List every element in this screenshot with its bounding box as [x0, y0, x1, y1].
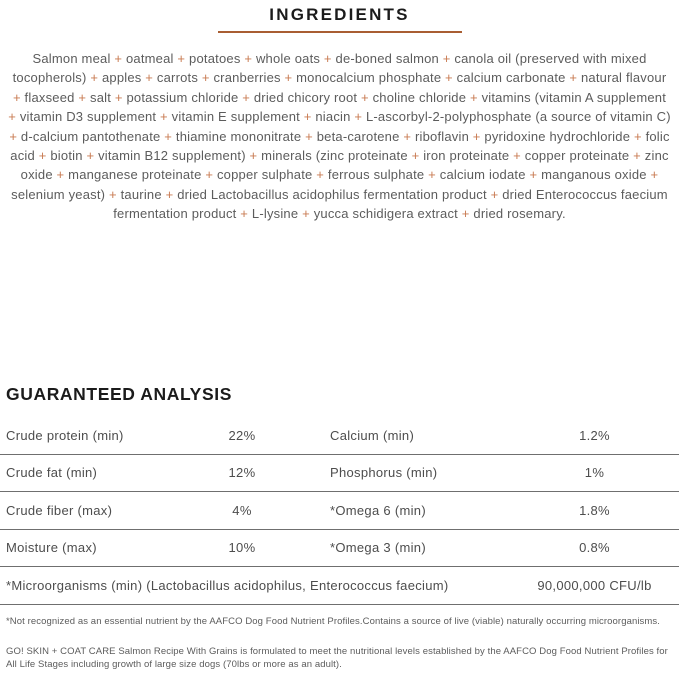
plus-separator-icon: +	[301, 128, 317, 144]
ingredient-item: dried chicory root	[253, 89, 358, 105]
plus-separator-icon: +	[486, 186, 503, 202]
analysis-value: 12%	[228, 465, 256, 481]
footnote-aafco-statement: GO! SKIN + COAT CARE Salmon Recipe With Grains is formulated to meet the nutritional levels established by the AAFCO Dog Food Nutrient Profiles for All Life Stages including growth of large size dogs (70lbs or more as an adult).	[6, 646, 668, 670]
plus-separator-icon: +	[350, 109, 366, 125]
analysis-label: *Omega 6 (min)	[330, 502, 426, 518]
analysis-label: Crude fat (min)	[6, 465, 98, 481]
plus-separator-icon: +	[509, 148, 525, 164]
analysis-value: 4%	[232, 502, 252, 518]
plus-separator-icon: +	[110, 51, 126, 66]
plus-separator-icon: +	[105, 186, 121, 202]
plus-separator-icon: +	[357, 89, 373, 105]
plus-separator-icon: +	[141, 70, 157, 86]
ingredient-item: ferrous sulphate	[327, 167, 425, 183]
ingredient-item: cranberries	[213, 70, 281, 86]
ingredients-divider	[218, 31, 462, 33]
plus-separator-icon: +	[399, 128, 415, 144]
plus-separator-icon: +	[469, 128, 485, 144]
ingredient-item: minerals (zinc proteinate	[261, 148, 408, 164]
plus-separator-icon: +	[312, 167, 328, 183]
analysis-value: 90,000,000 CFU/lb	[537, 577, 652, 593]
plus-separator-icon: +	[320, 51, 336, 66]
ingredient-item: L-ascorbyl-2-polyphosphate (a source of vitamin C)	[365, 109, 671, 125]
guaranteed-analysis-heading: GUARANTEED ANALYSIS	[6, 384, 232, 404]
ingredient-item: riboflavin	[414, 128, 469, 144]
plus-separator-icon: +	[74, 89, 90, 105]
plus-separator-icon: +	[12, 89, 25, 105]
plus-separator-icon: +	[156, 109, 172, 125]
plus-separator-icon: +	[525, 167, 542, 183]
plus-separator-icon: +	[9, 128, 21, 144]
ingredient-item: natural flavour	[581, 70, 667, 86]
ingredient-item: copper sulphate	[216, 167, 313, 183]
analysis-label: *Omega 3 (min)	[330, 540, 426, 556]
ingredient-item: potassium chloride	[126, 89, 239, 105]
analysis-label: Moisture (max)	[6, 540, 97, 556]
ingredient-item: vitamin E supplement	[171, 109, 300, 125]
ingredient-item: potatoes	[189, 51, 241, 66]
plus-separator-icon: +	[52, 167, 69, 183]
analysis-value: 10%	[228, 540, 256, 556]
plus-separator-icon: +	[240, 51, 256, 66]
analysis-label: Calcium (min)	[330, 427, 415, 443]
analysis-row	[0, 530, 679, 568]
plus-separator-icon: +	[457, 206, 474, 222]
analysis-value: 1.8%	[579, 502, 610, 518]
plus-separator-icon: +	[198, 70, 214, 86]
ingredients-list	[8, 49, 671, 224]
ingredient-item: taurine	[120, 186, 162, 202]
plus-separator-icon: +	[160, 128, 176, 144]
ingredient-item: dried Enterococcus faecium fermentation product	[113, 186, 668, 222]
ingredient-item: L-lysine	[251, 206, 299, 222]
plus-separator-icon: +	[34, 148, 51, 164]
ingredient-item: dried rosemary.	[473, 206, 566, 222]
plus-separator-icon: +	[238, 89, 254, 105]
ingredient-item: d-calcium pantothenate	[20, 128, 161, 144]
plus-separator-icon: +	[629, 148, 645, 164]
ingredient-item: oatmeal	[125, 51, 174, 66]
ingredient-item: manganous oxide	[541, 167, 647, 183]
ingredient-item: calcium iodate	[439, 167, 526, 183]
ingredient-item: whole oats	[255, 51, 321, 66]
plus-separator-icon: +	[424, 167, 440, 183]
ingredient-item: biotin	[50, 148, 83, 164]
ingredient-item: niacin	[315, 109, 351, 125]
analysis-value: 1%	[584, 465, 605, 481]
plus-separator-icon: +	[466, 89, 482, 105]
plus-separator-icon: +	[646, 167, 659, 183]
analysis-label: Crude fiber (max)	[6, 502, 113, 518]
ingredient-item: pyridoxine hydrochloride	[484, 128, 631, 144]
plus-separator-icon: +	[245, 148, 262, 164]
ingredient-item: zinc oxide	[20, 148, 669, 183]
analysis-label: Crude protein (min)	[6, 427, 124, 443]
analysis-value: 0.8%	[579, 540, 610, 556]
ingredient-item: flaxseed	[24, 89, 75, 105]
plus-separator-icon: +	[439, 51, 455, 66]
ingredient-item: yucca schidigera extract	[313, 206, 458, 222]
ingredient-item: thiamine mononitrate	[175, 128, 302, 144]
analysis-label: *Microorganisms (min) (Lactobacillus acidophilus, Enterococcus faecium)	[6, 577, 449, 593]
ingredient-item: salt	[90, 89, 112, 105]
plus-separator-icon: +	[236, 206, 252, 222]
ingredient-item: folic acid	[10, 128, 670, 164]
ingredient-item: calcium carbonate	[456, 70, 566, 86]
ingredient-item: carrots	[156, 70, 199, 86]
plus-separator-icon: +	[201, 167, 217, 183]
ingredient-item: vitamin D3 supplement	[19, 109, 157, 125]
ingredient-item: canola oil (preserved with mixed tocopherols)	[12, 51, 647, 86]
ingredient-item: dried Lactobacillus acidophilus fermentation product	[177, 186, 487, 202]
plus-separator-icon: +	[173, 51, 190, 66]
plus-separator-icon: +	[8, 109, 20, 125]
plus-separator-icon: +	[161, 186, 178, 202]
analysis-value: 22%	[228, 427, 256, 443]
plus-separator-icon: +	[111, 89, 127, 105]
analysis-value: 1.2%	[579, 427, 610, 443]
plus-separator-icon: +	[565, 70, 581, 86]
ingredient-item: Salmon meal	[32, 51, 111, 66]
analysis-row	[0, 455, 679, 493]
plus-separator-icon: +	[82, 148, 99, 164]
analysis-row-microorganisms	[0, 567, 679, 605]
ingredient-item: choline chloride	[372, 89, 467, 105]
ingredient-item: de-boned salmon	[335, 51, 439, 66]
analysis-row	[0, 492, 679, 530]
plus-separator-icon: +	[299, 109, 316, 125]
ingredient-item: vitamin B12 supplement)	[98, 148, 246, 164]
ingredient-item: beta-carotene	[316, 128, 400, 144]
ingredient-item: manganese proteinate	[68, 167, 202, 183]
guaranteed-analysis-table	[0, 417, 679, 605]
analysis-row	[0, 417, 679, 455]
ingredients-heading: INGREDIENTS	[269, 5, 410, 24]
plus-separator-icon: +	[630, 128, 646, 144]
plus-separator-icon: +	[86, 70, 102, 86]
plus-separator-icon: +	[407, 148, 424, 164]
ingredient-item: selenium yeast)	[11, 186, 106, 202]
ingredient-item: vitamins (vitamin A supplement	[481, 89, 667, 105]
plus-separator-icon: +	[280, 70, 297, 86]
ingredient-item: copper proteinate	[524, 148, 630, 164]
ingredient-item: iron proteinate	[423, 148, 510, 164]
footnote-essential-nutrient: *Not recognized as an essential nutrient by the AAFCO Dog Food Nutrient Profiles.Contains a source of live (viable) naturally occurring microorganisms.	[6, 616, 661, 627]
ingredient-item: monocalcium phosphate	[296, 70, 442, 86]
ingredient-item: apples	[101, 70, 142, 86]
plus-separator-icon: +	[441, 70, 457, 86]
analysis-label: Phosphorus (min)	[330, 465, 438, 481]
plus-separator-icon: +	[298, 206, 314, 222]
